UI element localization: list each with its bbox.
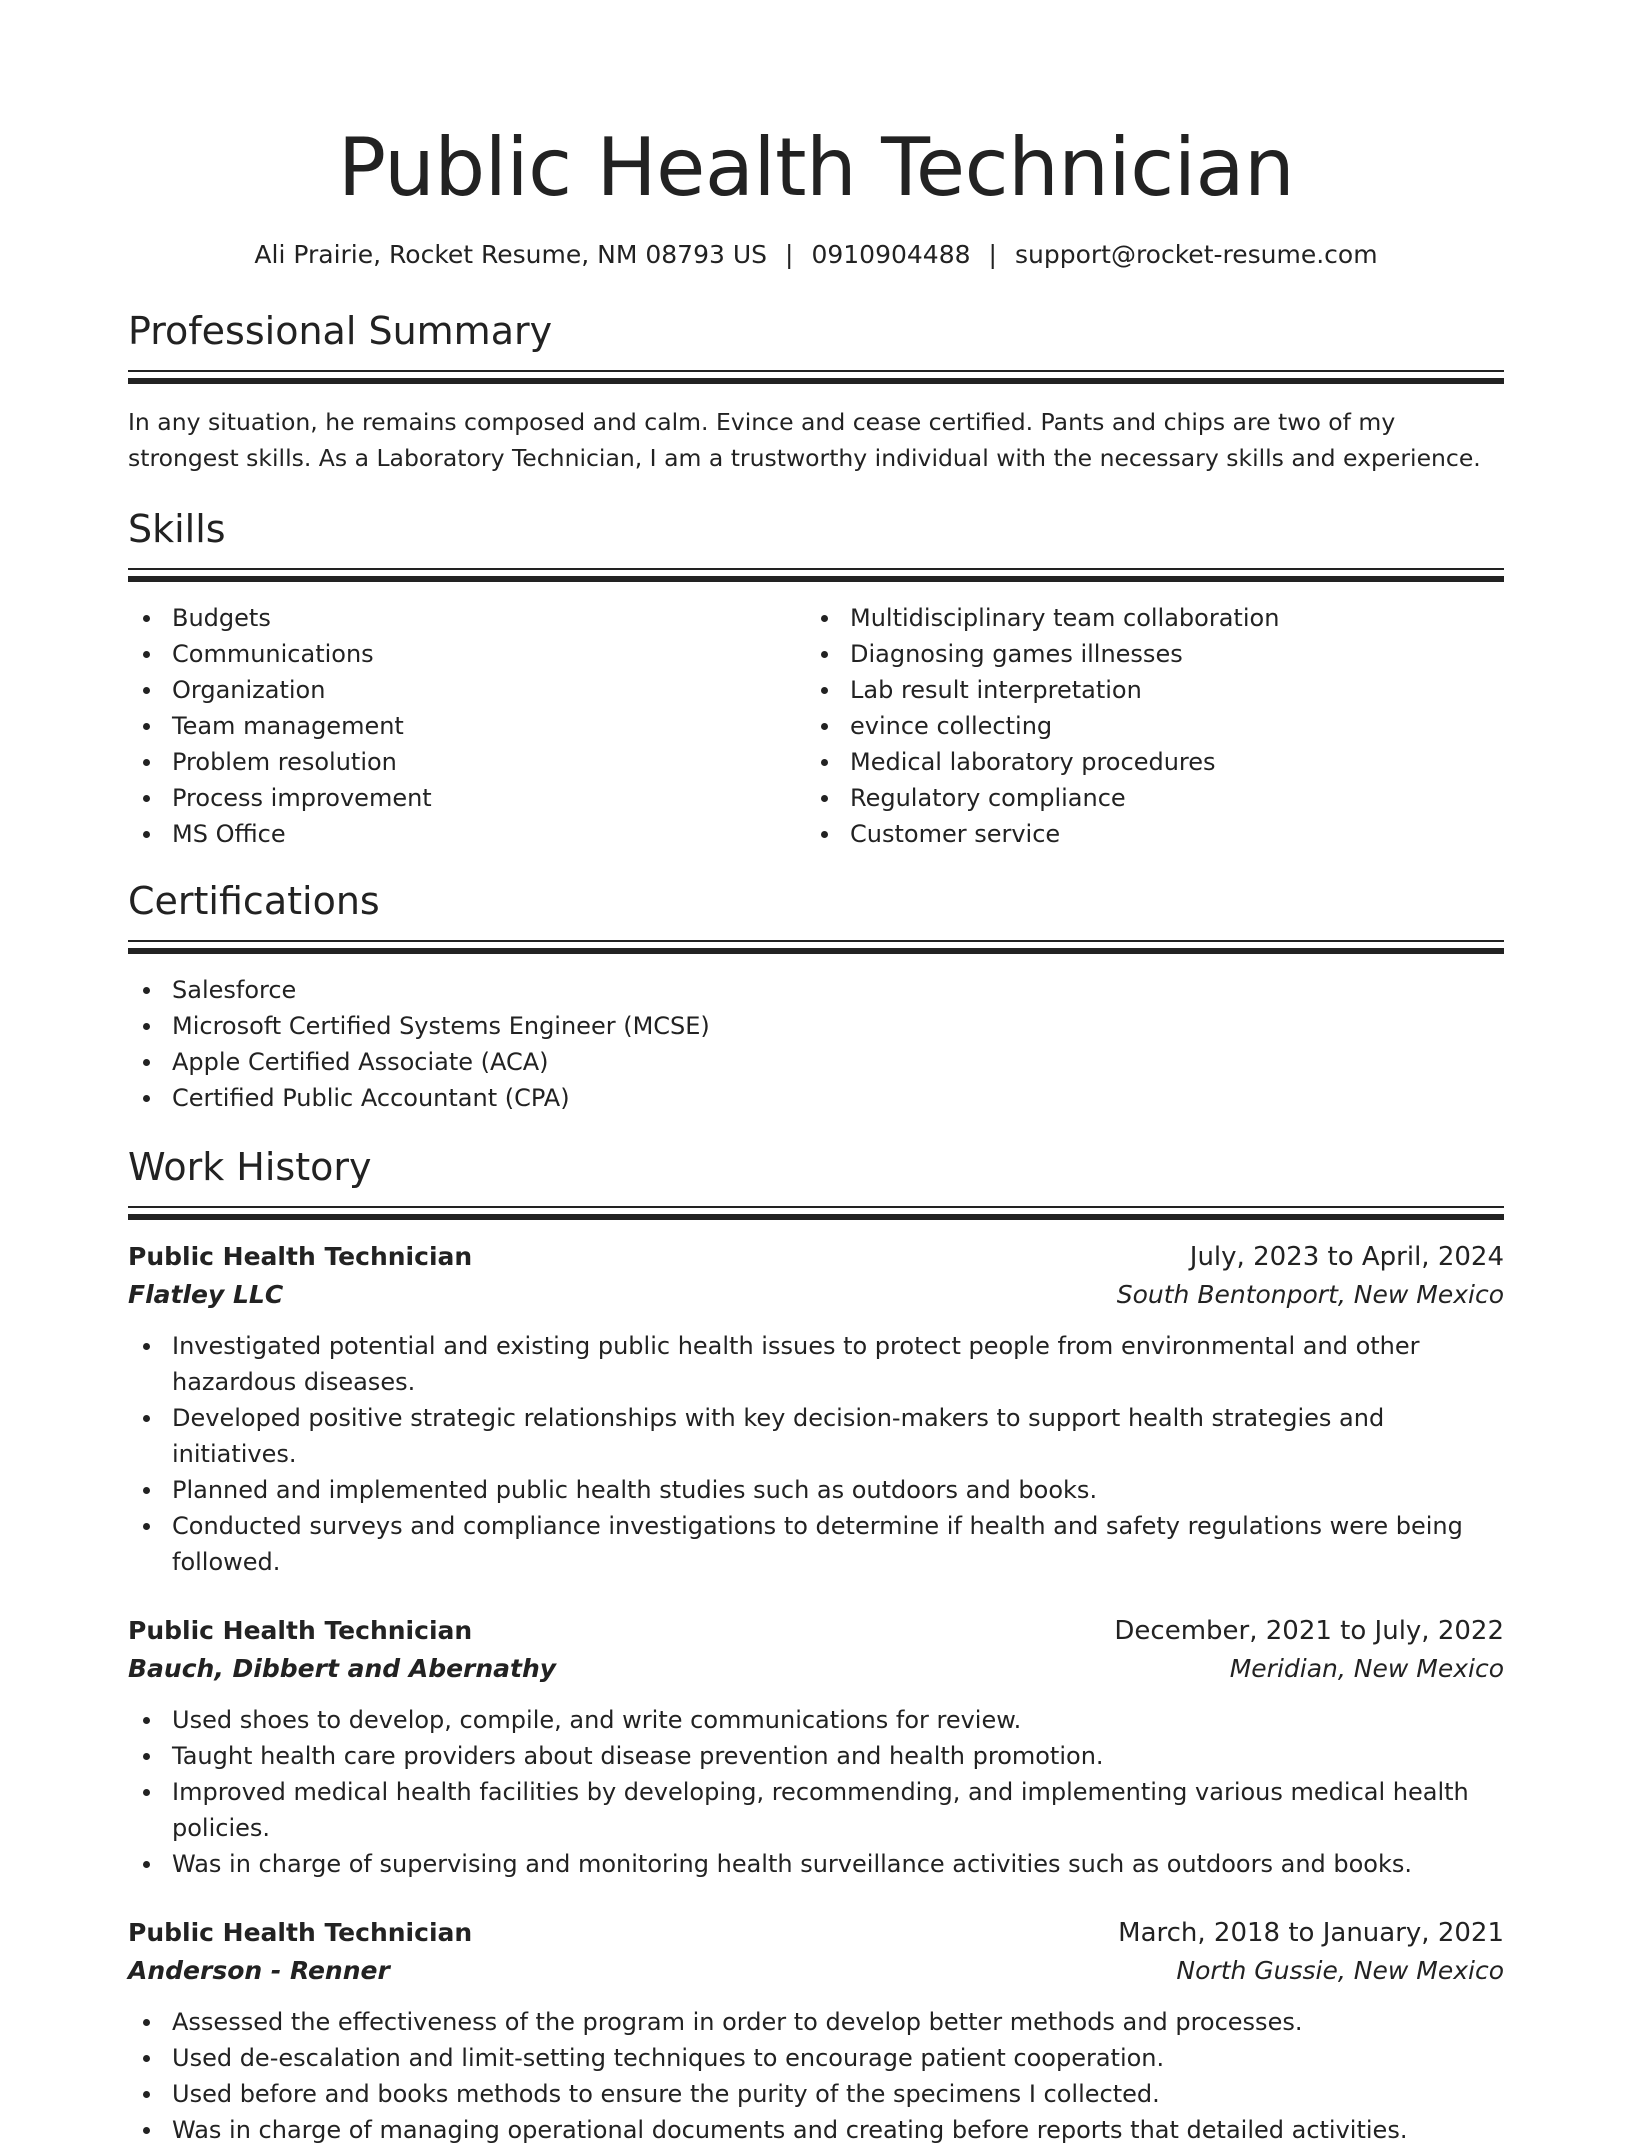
job-company: Flatley LLC: [128, 1280, 284, 1309]
skill-item: evince collecting: [806, 708, 1484, 744]
job-bullet: Planned and implemented public health studies such as outdoors and books.: [128, 1472, 1504, 1508]
skill-item: Multidisciplinary team collaboration: [806, 600, 1484, 636]
job-entry: [128, 1238, 1504, 1580]
job-location: Meridian, New Mexico: [1229, 1654, 1504, 1683]
job-dates: March, 2018 to January, 2021: [1118, 1918, 1504, 1948]
job-title: Public Health Technician: [128, 1242, 473, 1271]
contact-email: support@rocket-resume.com: [1014, 240, 1378, 269]
summary-text: In any situation, he remains composed and calm. Evince and cease certified. Pants and chips are two of my strongest skills. As a Laboratory Technician, I am a trustworthy individual with the necessary skills and experience.: [128, 408, 1481, 472]
certification-item: Salesforce: [128, 972, 1504, 1008]
certifications-section: [128, 876, 1504, 1116]
skill-item: Problem resolution: [128, 744, 806, 780]
certifications-heading: Certifications: [128, 879, 380, 923]
job-bullet: Investigated potential and existing public health issues to protect people from environmental and other hazardous diseases.: [128, 1328, 1504, 1400]
contact-separator: |: [785, 240, 794, 269]
job-bullets: [128, 2004, 1504, 2148]
skill-item: Communications: [128, 636, 806, 672]
skills-heading: Skills: [128, 507, 226, 551]
contact-phone: 0910904488: [811, 240, 971, 269]
certification-item: Microsoft Certified Systems Engineer (MCSE): [128, 1008, 1504, 1044]
summary-section: [128, 306, 1504, 476]
summary-heading: Professional Summary: [128, 309, 553, 353]
skill-item: Customer service: [806, 816, 1484, 852]
job-entry: [128, 1914, 1504, 2148]
job-bullet: Used shoes to develop, compile, and write communications for review.: [128, 1702, 1504, 1738]
skill-item: MS Office: [128, 816, 806, 852]
job-bullets: [128, 1702, 1504, 1882]
job-dates: July, 2023 to April, 2024: [1189, 1242, 1504, 1272]
job-location: North Gussie, New Mexico: [1176, 1956, 1504, 1985]
skill-item: Budgets: [128, 600, 806, 636]
skill-item: Team management: [128, 708, 806, 744]
contact-address: Ali Prairie, Rocket Resume, NM 08793 US: [254, 240, 768, 269]
work-history-section: [128, 1142, 1504, 2148]
work-history-heading: Work History: [128, 1145, 372, 1189]
section-divider: [128, 1206, 1504, 1208]
job-entry: [128, 1612, 1504, 1882]
resume-name: Public Health Technician: [337, 121, 1295, 214]
skill-item: Organization: [128, 672, 806, 708]
job-bullet: Used de-escalation and limit-setting techniques to encourage patient cooperation.: [128, 2040, 1504, 2076]
section-divider: [128, 568, 1504, 570]
job-bullet: Assessed the effectiveness of the program in order to develop better methods and processes.: [128, 2004, 1504, 2040]
job-dates: December, 2021 to July, 2022: [1114, 1616, 1504, 1646]
contact-line: [128, 238, 1504, 272]
job-title: Public Health Technician: [128, 1616, 473, 1645]
skill-item: Process improvement: [128, 780, 806, 816]
job-bullets: [128, 1328, 1504, 1580]
job-company: Bauch, Dibbert and Abernathy: [128, 1654, 557, 1683]
certification-item: Certified Public Accountant (CPA): [128, 1080, 1504, 1116]
certification-item: Apple Certified Associate (ACA): [128, 1044, 1504, 1080]
skills-grid: [128, 600, 1504, 852]
skill-item: Medical laboratory procedures: [806, 744, 1484, 780]
skills-list-left: [128, 600, 806, 852]
job-bullet: Used before and books methods to ensure the purity of the specimens I collected.: [128, 2076, 1504, 2112]
job-company: Anderson - Renner: [128, 1956, 390, 1985]
job-bullet: Was in charge of managing operational documents and creating before reports that detailed activities.: [128, 2112, 1504, 2148]
section-divider: [128, 370, 1504, 372]
skill-item: Lab result interpretation: [806, 672, 1484, 708]
job-bullet: Improved medical health facilities by developing, recommending, and implementing various medical health policies.: [128, 1774, 1504, 1846]
job-bullet: Taught health care providers about disease prevention and health promotion.: [128, 1738, 1504, 1774]
job-location: South Bentonport, New Mexico: [1116, 1280, 1504, 1309]
skill-item: Diagnosing games illnesses: [806, 636, 1484, 672]
section-divider: [128, 940, 1504, 942]
resume-page: [128, 0, 1504, 2148]
job-title: Public Health Technician: [128, 1918, 473, 1947]
skill-item: Regulatory compliance: [806, 780, 1484, 816]
contact-separator: |: [988, 240, 997, 269]
skills-section: [128, 504, 1504, 852]
job-bullet: Was in charge of supervising and monitoring health surveillance activities such as outdoors and books.: [128, 1846, 1504, 1882]
job-bullet: Conducted surveys and compliance investigations to determine if health and safety regulations were being followed.: [128, 1508, 1504, 1580]
job-bullet: Developed positive strategic relationships with key decision-makers to support health strategies and initiatives.: [128, 1400, 1504, 1472]
skills-list-right: [806, 600, 1484, 852]
certifications-list: [128, 972, 1504, 1116]
